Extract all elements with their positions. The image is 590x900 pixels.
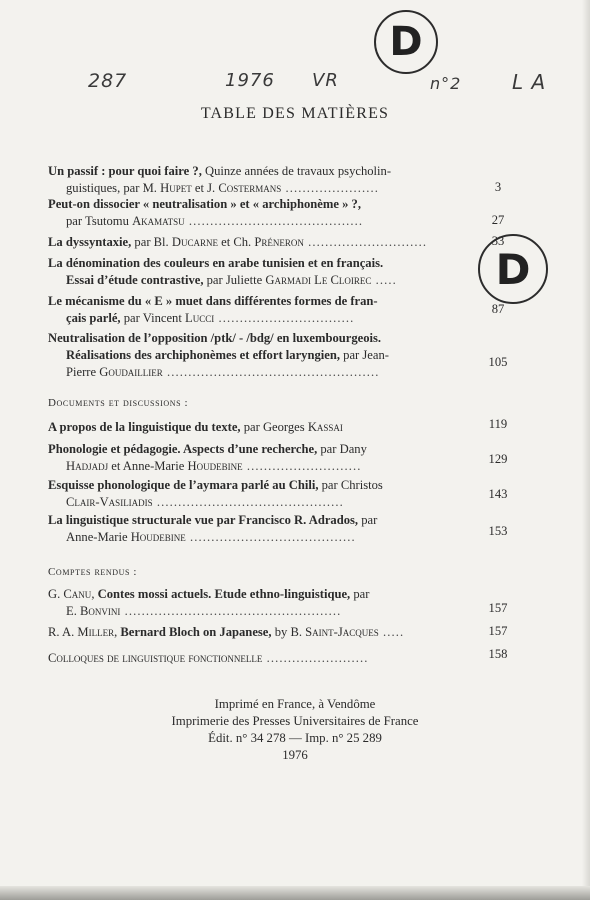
colophon-line: Édit. n° 34 278 — Imp. n° 25 289 — [208, 731, 382, 745]
section-heading-documents: Documents et discussions : — [48, 397, 189, 409]
toc-entry: La dyssyntaxie, par Bl. Ducarne et Ch. Préneron ............................ — [48, 235, 428, 249]
page-number: 87 — [491, 302, 505, 316]
page-number: 143 — [488, 487, 508, 501]
colophon-line: Imprimerie des Presses Universitaires de France — [171, 714, 419, 728]
library-stamp-right: D — [478, 234, 548, 304]
toc-entry: La linguistique structurale vue par Francisco R. Adrados, par Anne-Marie Houdebine ....................................... — [48, 513, 378, 544]
page-number: 27 — [491, 213, 505, 227]
handwritten-vol: VR — [312, 70, 339, 91]
toc-entry: La dénomination des couleurs en arabe tunisien et en français. Essai d’étude contrastive, par Juliette Garmadi Le Cloirec ..... — [48, 256, 397, 287]
handwritten-code: L A — [512, 70, 547, 94]
colophon-line: Imprimé en France, à Vendôme — [214, 697, 376, 711]
page-number: 157 — [488, 624, 508, 638]
page-number: 153 — [488, 524, 508, 538]
handwritten-num: n°2 — [430, 74, 462, 93]
handwritten-ref: 287 — [88, 70, 128, 92]
page-edge-shadow — [582, 0, 590, 900]
colophon — [0, 696, 590, 764]
page-number: 157 — [488, 601, 508, 615]
toc-entry: A propos de la linguistique du texte, par Georges Kassai — [48, 420, 343, 434]
library-stamp-top: D — [374, 10, 438, 74]
page-number: 158 — [488, 647, 508, 661]
toc-entry: R. A. Miller, Bernard Bloch on Japanese, by B. Saint-Jacques ..... — [48, 625, 405, 639]
toc-entry: Esquisse phonologique de l’aymara parlé au Chili, par Christos Clair-Vasiliadis ............................................ — [48, 478, 383, 509]
page-number: 129 — [488, 452, 508, 466]
page-number: 119 — [488, 417, 508, 431]
page-bottom-edge — [0, 886, 590, 900]
toc-entry: Colloques de linguistique fonctionnelle ........................ — [48, 651, 369, 665]
toc-entry: Phonologie et pédagogie. Aspects d’une recherche, par Dany Hadjadj et Anne-Marie Houdebine ........................... — [48, 442, 367, 473]
toc-entry: G. Canu, Contes mossi actuels. Etude ethno-linguistique, par E. Bonvini ................................................... — [48, 587, 370, 618]
colophon-line: 1976 — [282, 748, 308, 762]
toc-entry: Neutralisation de l’opposition /ptk/ - /bdg/ en luxembourgeois. Réalisations des archiphonèmes et effort laryngien, par Jean- Pierre Goudaillier .................................................. — [48, 331, 389, 379]
toc-entry: Peut-on dissocier « neutralisation » et « archiphonème » ?, par Tsutomu Akamatsu ......................................... — [48, 197, 364, 228]
handwritten-year: 1976 — [225, 70, 275, 91]
toc-entry: Le mécanisme du « E » muet dans différentes formes de fran- çais parlé, par Vincent Lucci ................................ — [48, 294, 378, 325]
page-number: 105 — [488, 355, 508, 369]
section-heading-reviews: Comptes rendus : — [48, 566, 138, 578]
page-number: 3 — [494, 180, 502, 194]
page-number: 33 — [491, 234, 505, 248]
toc-entry: Un passif : pour quoi faire ?, Quinze années de travaux psycholin- guistiques, par M. Hupet et J. Costermans ...................... — [48, 164, 392, 195]
page-title: TABLE DES MATIÈRES — [200, 105, 390, 122]
